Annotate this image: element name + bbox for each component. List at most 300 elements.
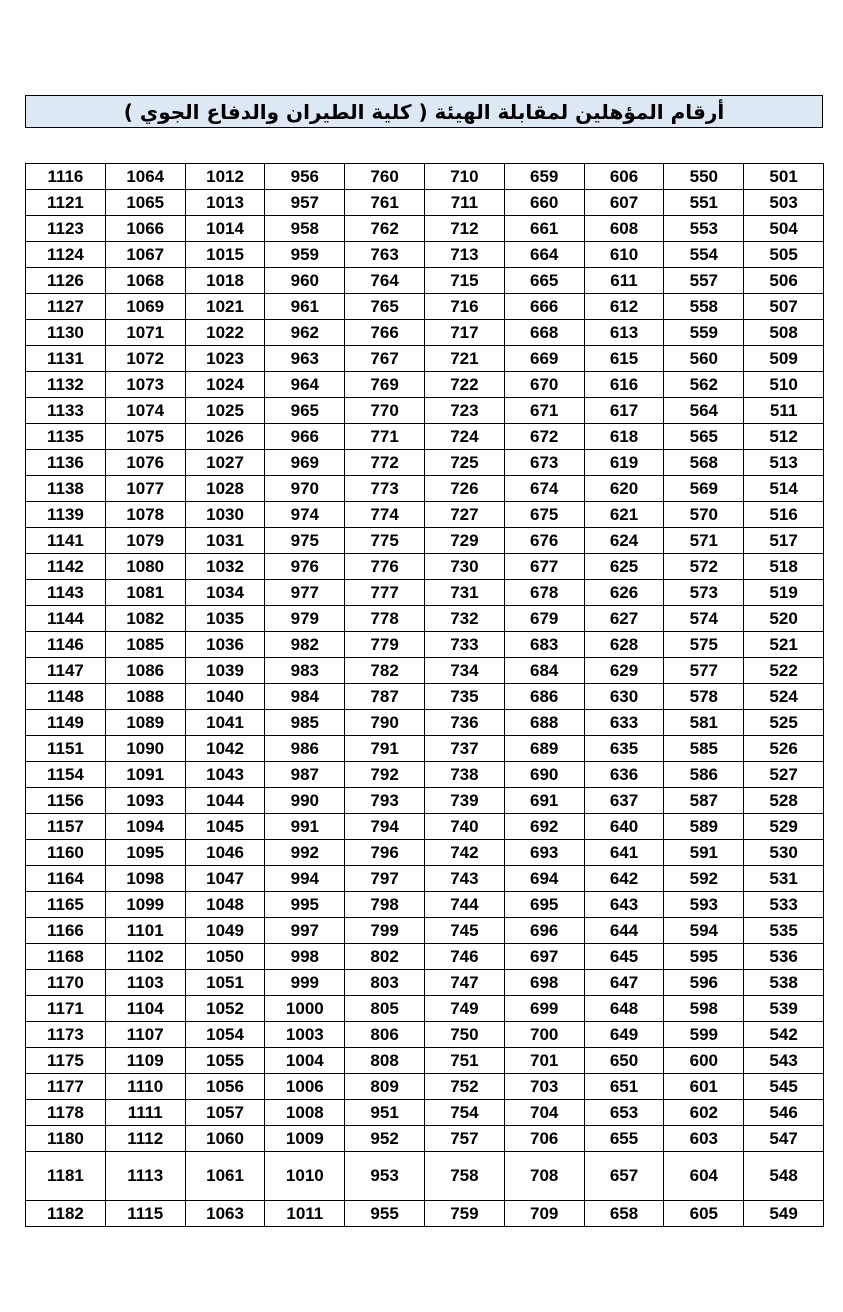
- table-cell: 701: [504, 1048, 584, 1074]
- table-cell: 692: [504, 814, 584, 840]
- table-cell: 1082: [105, 606, 185, 632]
- table-cell: 1044: [185, 788, 265, 814]
- table-cell: 706: [504, 1126, 584, 1152]
- table-cell: 507: [744, 294, 824, 320]
- table-cell: 603: [664, 1126, 744, 1152]
- table-cell: 530: [744, 840, 824, 866]
- table-cell: 539: [744, 996, 824, 1022]
- table-cell: 686: [504, 684, 584, 710]
- table-cell: 1075: [105, 424, 185, 450]
- table-cell: 1124: [26, 242, 106, 268]
- table-cell: 770: [345, 398, 425, 424]
- table-cell: 754: [425, 1100, 505, 1126]
- table-cell: 1078: [105, 502, 185, 528]
- table-cell: 1148: [26, 684, 106, 710]
- table-cell: 775: [345, 528, 425, 554]
- table-cell: 520: [744, 606, 824, 632]
- table-cell: 607: [584, 190, 664, 216]
- table-cell: 1168: [26, 944, 106, 970]
- table-cell: 525: [744, 710, 824, 736]
- table-cell: 965: [265, 398, 345, 424]
- table-cell: 1116: [26, 164, 106, 190]
- table-cell: 511: [744, 398, 824, 424]
- table-cell: 1102: [105, 944, 185, 970]
- table-cell: 1090: [105, 736, 185, 762]
- table-cell: 600: [664, 1048, 744, 1074]
- table-cell: 589: [664, 814, 744, 840]
- table-cell: 1146: [26, 632, 106, 658]
- table-cell: 526: [744, 736, 824, 762]
- table-cell: 987: [265, 762, 345, 788]
- table-row: [26, 918, 824, 944]
- table-cell: 791: [345, 736, 425, 762]
- table-cell: 1006: [265, 1074, 345, 1100]
- table-cell: 688: [504, 710, 584, 736]
- table-cell: 771: [345, 424, 425, 450]
- table-cell: 1089: [105, 710, 185, 736]
- table-cell: 1180: [26, 1126, 106, 1152]
- table-cell: 964: [265, 372, 345, 398]
- table-cell: 1052: [185, 996, 265, 1022]
- table-cell: 1130: [26, 320, 106, 346]
- table-cell: 773: [345, 476, 425, 502]
- table-cell: 1136: [26, 450, 106, 476]
- table-cell: 974: [265, 502, 345, 528]
- table-cell: 521: [744, 632, 824, 658]
- table-cell: 1154: [26, 762, 106, 788]
- table-cell: 985: [265, 710, 345, 736]
- table-row: [26, 840, 824, 866]
- table-cell: 1112: [105, 1126, 185, 1152]
- table-cell: 621: [584, 502, 664, 528]
- table-cell: 1115: [105, 1201, 185, 1227]
- table-cell: 1101: [105, 918, 185, 944]
- table-cell: 1010: [265, 1152, 345, 1201]
- table-cell: 1065: [105, 190, 185, 216]
- table-cell: 578: [664, 684, 744, 710]
- table-cell: 982: [265, 632, 345, 658]
- table-cell: 670: [504, 372, 584, 398]
- table-cell: 505: [744, 242, 824, 268]
- table-cell: 998: [265, 944, 345, 970]
- table-cell: 548: [744, 1152, 824, 1201]
- table-cell: 1151: [26, 736, 106, 762]
- table-cell: 1113: [105, 1152, 185, 1201]
- table-row: [26, 398, 824, 424]
- table-cell: 1032: [185, 554, 265, 580]
- table-cell: 1031: [185, 528, 265, 554]
- table-cell: 1135: [26, 424, 106, 450]
- table-cell: 678: [504, 580, 584, 606]
- table-cell: 569: [664, 476, 744, 502]
- table-row: [26, 450, 824, 476]
- page-title: أرقام المؤهلين لمقابلة الهيئة ( كلية الطيران والدفاع الجوي ): [25, 95, 823, 128]
- table-cell: 1085: [105, 632, 185, 658]
- table-cell: 690: [504, 762, 584, 788]
- table-cell: 518: [744, 554, 824, 580]
- table-cell: 593: [664, 892, 744, 918]
- table-cell: 550: [664, 164, 744, 190]
- table-cell: 1012: [185, 164, 265, 190]
- table-cell: 689: [504, 736, 584, 762]
- table-cell: 986: [265, 736, 345, 762]
- table-cell: 508: [744, 320, 824, 346]
- table-cell: 991: [265, 814, 345, 840]
- table-cell: 736: [425, 710, 505, 736]
- table-cell: 994: [265, 866, 345, 892]
- table-cell: 734: [425, 658, 505, 684]
- table-cell: 664: [504, 242, 584, 268]
- table-row: [26, 1100, 824, 1126]
- table-cell: 708: [504, 1152, 584, 1201]
- table-row: [26, 1201, 824, 1227]
- table-cell: 1039: [185, 658, 265, 684]
- table-cell: 805: [345, 996, 425, 1022]
- table-cell: 697: [504, 944, 584, 970]
- table-cell: 1139: [26, 502, 106, 528]
- table-cell: 777: [345, 580, 425, 606]
- table-cell: 533: [744, 892, 824, 918]
- table-cell: 716: [425, 294, 505, 320]
- table-cell: 742: [425, 840, 505, 866]
- table-cell: 627: [584, 606, 664, 632]
- table-cell: 573: [664, 580, 744, 606]
- table-cell: 512: [744, 424, 824, 450]
- table-cell: 787: [345, 684, 425, 710]
- table-cell: 1166: [26, 918, 106, 944]
- table-cell: 535: [744, 918, 824, 944]
- table-cell: 790: [345, 710, 425, 736]
- table-row: [26, 164, 824, 190]
- table-cell: 793: [345, 788, 425, 814]
- table-cell: 581: [664, 710, 744, 736]
- table-cell: 513: [744, 450, 824, 476]
- table-cell: 703: [504, 1074, 584, 1100]
- table-cell: 727: [425, 502, 505, 528]
- table-cell: 1131: [26, 346, 106, 372]
- table-cell: 1165: [26, 892, 106, 918]
- table-cell: 735: [425, 684, 505, 710]
- table-row: [26, 944, 824, 970]
- table-cell: 648: [584, 996, 664, 1022]
- table-cell: 750: [425, 1022, 505, 1048]
- table-cell: 668: [504, 320, 584, 346]
- table-cell: 958: [265, 216, 345, 242]
- table-cell: 1054: [185, 1022, 265, 1048]
- table-cell: 710: [425, 164, 505, 190]
- table-cell: 1138: [26, 476, 106, 502]
- table-cell: 554: [664, 242, 744, 268]
- table-cell: 758: [425, 1152, 505, 1201]
- table-row: [26, 268, 824, 294]
- table-cell: 617: [584, 398, 664, 424]
- table-cell: 591: [664, 840, 744, 866]
- table-cell: 802: [345, 944, 425, 970]
- table-row: [26, 242, 824, 268]
- table-cell: 528: [744, 788, 824, 814]
- table-cell: 587: [664, 788, 744, 814]
- table-cell: 693: [504, 840, 584, 866]
- table-cell: 1147: [26, 658, 106, 684]
- table-cell: 630: [584, 684, 664, 710]
- table-row: [26, 580, 824, 606]
- table-cell: 729: [425, 528, 505, 554]
- table-cell: 1000: [265, 996, 345, 1022]
- table-cell: 766: [345, 320, 425, 346]
- table-cell: 731: [425, 580, 505, 606]
- table-cell: 1018: [185, 268, 265, 294]
- table-cell: 625: [584, 554, 664, 580]
- table-row: [26, 1022, 824, 1048]
- table-cell: 1142: [26, 554, 106, 580]
- table-cell: 575: [664, 632, 744, 658]
- table-cell: 765: [345, 294, 425, 320]
- table-cell: 762: [345, 216, 425, 242]
- table-cell: 730: [425, 554, 505, 580]
- table-cell: 725: [425, 450, 505, 476]
- table-cell: 976: [265, 554, 345, 580]
- table-cell: 606: [584, 164, 664, 190]
- table-cell: 723: [425, 398, 505, 424]
- table-cell: 501: [744, 164, 824, 190]
- table-cell: 629: [584, 658, 664, 684]
- table-cell: 1107: [105, 1022, 185, 1048]
- table-cell: 1123: [26, 216, 106, 242]
- table-cell: 645: [584, 944, 664, 970]
- table-cell: 615: [584, 346, 664, 372]
- table-cell: 1050: [185, 944, 265, 970]
- table-cell: 683: [504, 632, 584, 658]
- table-cell: 514: [744, 476, 824, 502]
- table-row: [26, 424, 824, 450]
- table-cell: 1076: [105, 450, 185, 476]
- table-cell: 1063: [185, 1201, 265, 1227]
- table-body: [26, 164, 824, 1227]
- table-cell: 747: [425, 970, 505, 996]
- table-cell: 1098: [105, 866, 185, 892]
- table-row: [26, 736, 824, 762]
- table-cell: 1181: [26, 1152, 106, 1201]
- table-cell: 510: [744, 372, 824, 398]
- table-row: [26, 684, 824, 710]
- table-cell: 547: [744, 1126, 824, 1152]
- table-cell: 565: [664, 424, 744, 450]
- qualified-numbers-table: [25, 163, 824, 1227]
- table-cell: 1023: [185, 346, 265, 372]
- table-cell: 1045: [185, 814, 265, 840]
- table-cell: 1034: [185, 580, 265, 606]
- table-cell: 1049: [185, 918, 265, 944]
- table-cell: 503: [744, 190, 824, 216]
- table-cell: 522: [744, 658, 824, 684]
- table-cell: 568: [664, 450, 744, 476]
- table-cell: 527: [744, 762, 824, 788]
- table-cell: 1149: [26, 710, 106, 736]
- table-cell: 610: [584, 242, 664, 268]
- table-cell: 1064: [105, 164, 185, 190]
- table-cell: 560: [664, 346, 744, 372]
- table-cell: 1025: [185, 398, 265, 424]
- table-cell: 798: [345, 892, 425, 918]
- table-cell: 695: [504, 892, 584, 918]
- table-cell: 977: [265, 580, 345, 606]
- table-row: [26, 1048, 824, 1074]
- table-cell: 640: [584, 814, 664, 840]
- table-cell: 1068: [105, 268, 185, 294]
- table-cell: 1088: [105, 684, 185, 710]
- table-cell: 611: [584, 268, 664, 294]
- table-cell: 738: [425, 762, 505, 788]
- table-cell: 1074: [105, 398, 185, 424]
- table-cell: 808: [345, 1048, 425, 1074]
- table-cell: 1022: [185, 320, 265, 346]
- table-cell: 995: [265, 892, 345, 918]
- table-cell: 506: [744, 268, 824, 294]
- table-cell: 605: [664, 1201, 744, 1227]
- table-cell: 1127: [26, 294, 106, 320]
- table-cell: 1013: [185, 190, 265, 216]
- table-row: [26, 658, 824, 684]
- table-cell: 504: [744, 216, 824, 242]
- table-cell: 1066: [105, 216, 185, 242]
- table-cell: 752: [425, 1074, 505, 1100]
- table-cell: 1056: [185, 1074, 265, 1100]
- table-cell: 636: [584, 762, 664, 788]
- table-cell: 596: [664, 970, 744, 996]
- table-cell: 665: [504, 268, 584, 294]
- table-cell: 733: [425, 632, 505, 658]
- table-cell: 1175: [26, 1048, 106, 1074]
- table-cell: 726: [425, 476, 505, 502]
- table-cell: 803: [345, 970, 425, 996]
- table-cell: 677: [504, 554, 584, 580]
- table-cell: 1027: [185, 450, 265, 476]
- table-cell: 553: [664, 216, 744, 242]
- table-cell: 643: [584, 892, 664, 918]
- table-cell: 979: [265, 606, 345, 632]
- table-cell: 1041: [185, 710, 265, 736]
- table-cell: 684: [504, 658, 584, 684]
- table-cell: 642: [584, 866, 664, 892]
- table-row: [26, 190, 824, 216]
- table-cell: 602: [664, 1100, 744, 1126]
- table-cell: 743: [425, 866, 505, 892]
- table-row: [26, 632, 824, 658]
- table-cell: 673: [504, 450, 584, 476]
- table-cell: 992: [265, 840, 345, 866]
- table-cell: 722: [425, 372, 505, 398]
- table-cell: 1143: [26, 580, 106, 606]
- table-cell: 1157: [26, 814, 106, 840]
- table-cell: 774: [345, 502, 425, 528]
- table-cell: 1160: [26, 840, 106, 866]
- table-cell: 633: [584, 710, 664, 736]
- table-cell: 984: [265, 684, 345, 710]
- table-cell: 1141: [26, 528, 106, 554]
- table-row: [26, 606, 824, 632]
- table-cell: 983: [265, 658, 345, 684]
- table-cell: 761: [345, 190, 425, 216]
- table-cell: 1060: [185, 1126, 265, 1152]
- table-cell: 674: [504, 476, 584, 502]
- table-row: [26, 528, 824, 554]
- table-cell: 571: [664, 528, 744, 554]
- table-row: [26, 762, 824, 788]
- table-row: [26, 788, 824, 814]
- table-cell: 963: [265, 346, 345, 372]
- table-cell: 1094: [105, 814, 185, 840]
- table-cell: 1024: [185, 372, 265, 398]
- table-cell: 1040: [185, 684, 265, 710]
- table-row: [26, 372, 824, 398]
- table-cell: 626: [584, 580, 664, 606]
- table-cell: 1126: [26, 268, 106, 294]
- table-cell: 658: [584, 1201, 664, 1227]
- table-cell: 570: [664, 502, 744, 528]
- table-cell: 737: [425, 736, 505, 762]
- table-row: [26, 554, 824, 580]
- table-cell: 712: [425, 216, 505, 242]
- table-cell: 698: [504, 970, 584, 996]
- table-cell: 1042: [185, 736, 265, 762]
- table-cell: 657: [584, 1152, 664, 1201]
- table-cell: 779: [345, 632, 425, 658]
- table-row: [26, 476, 824, 502]
- table-row: [26, 1074, 824, 1100]
- table-cell: 740: [425, 814, 505, 840]
- table-cell: 1121: [26, 190, 106, 216]
- table-cell: 536: [744, 944, 824, 970]
- table-cell: 644: [584, 918, 664, 944]
- table-cell: 799: [345, 918, 425, 944]
- table-cell: 1030: [185, 502, 265, 528]
- table-row: [26, 216, 824, 242]
- table-cell: 637: [584, 788, 664, 814]
- table-cell: 1156: [26, 788, 106, 814]
- table-cell: 959: [265, 242, 345, 268]
- table-cell: 709: [504, 1201, 584, 1227]
- table-cell: 1021: [185, 294, 265, 320]
- table-cell: 1014: [185, 216, 265, 242]
- table-cell: 794: [345, 814, 425, 840]
- table-cell: 1111: [105, 1100, 185, 1126]
- table-cell: 717: [425, 320, 505, 346]
- table-cell: 1004: [265, 1048, 345, 1074]
- table-cell: 1177: [26, 1074, 106, 1100]
- table-cell: 1047: [185, 866, 265, 892]
- table-cell: 700: [504, 1022, 584, 1048]
- table-cell: 1104: [105, 996, 185, 1022]
- table-cell: 598: [664, 996, 744, 1022]
- table-cell: 759: [425, 1201, 505, 1227]
- table-cell: 1072: [105, 346, 185, 372]
- table-cell: 757: [425, 1126, 505, 1152]
- table-cell: 1069: [105, 294, 185, 320]
- table-cell: 1099: [105, 892, 185, 918]
- table-cell: 666: [504, 294, 584, 320]
- table-cell: 594: [664, 918, 744, 944]
- table-cell: 1109: [105, 1048, 185, 1074]
- table-cell: 660: [504, 190, 584, 216]
- table-cell: 543: [744, 1048, 824, 1074]
- table-cell: 1043: [185, 762, 265, 788]
- table-cell: 647: [584, 970, 664, 996]
- table-cell: 604: [664, 1152, 744, 1201]
- table-cell: 595: [664, 944, 744, 970]
- table-cell: 957: [265, 190, 345, 216]
- table-cell: 970: [265, 476, 345, 502]
- table-cell: 776: [345, 554, 425, 580]
